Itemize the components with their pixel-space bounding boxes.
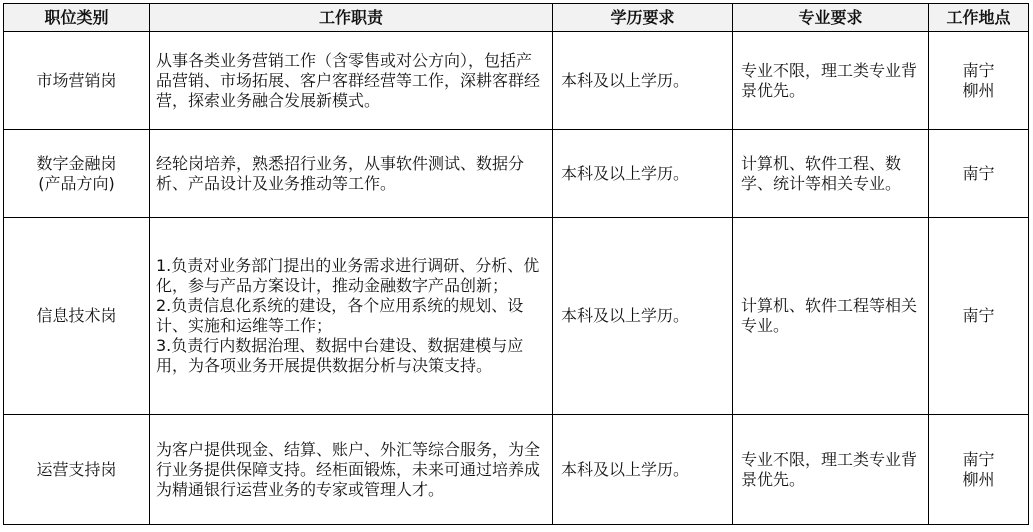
location-text: 柳州 [962, 80, 995, 100]
location-cell [929, 218, 1029, 415]
duty-text: 从事各类业务营销工作（含零售或对公方向），包括产品营销、市场拓展、客户客群经营等工作，深耕客群经营，探索业务融合发展新模式。 [156, 50, 541, 110]
header-education: 学历要求 [553, 4, 733, 32]
location-cell [929, 130, 1029, 218]
major-text: 专业不限，理工类专业背景优先。 [741, 60, 918, 100]
duty-text: 3.负责行内数据治理、数据中台建设、数据建模与应用，为各项业务开展提供数据分析与决策支持。 [156, 336, 524, 375]
location-text: 南宁 [962, 60, 995, 80]
table-row [4, 218, 1029, 415]
duties-cell [150, 32, 553, 130]
major-cell [733, 415, 929, 525]
duties-cell [150, 218, 553, 415]
category-text: 信息技术岗 [36, 306, 117, 325]
location-text: 南宁 [962, 163, 995, 183]
header-category: 职位类别 [4, 4, 150, 32]
header-location: 工作地点 [929, 4, 1029, 32]
location-cell [929, 32, 1029, 130]
education-cell [553, 218, 733, 415]
location-cell [929, 415, 1029, 525]
category-text: 运营支持岗 [36, 459, 117, 479]
duty-text: 经轮岗培养，熟悉招行业务，从事软件测试、数据分析、产品设计及业务推动等工作。 [156, 153, 525, 193]
duty-text: 1.负责对业务部门提出的业务需求进行调研、分析、优化，参与产品方案设计，推动金融数字产品创新； [156, 256, 540, 295]
location-text: 南宁 [962, 306, 995, 325]
category-text: 市场营销岗 [36, 70, 117, 90]
location-text: 南宁 [962, 449, 995, 469]
major-text: 专业不限，理工类专业背景优先。 [741, 449, 918, 489]
duty-text: 为客户提供现金、结算、账户、外汇等综合服务，为全行业务提供保障支持。经柜面锻炼，未来可通过培养成为精通银行运营业务的专家或管理人才。 [156, 439, 541, 499]
category-cell [4, 130, 150, 218]
duty-text: 2.负责信息化系统的建设，各个应用系统的规划、设计、实施和运维等工作； [156, 296, 524, 335]
category-cell [4, 218, 150, 415]
education-text: 本科及以上学历。 [561, 459, 690, 479]
header-major: 专业要求 [733, 4, 929, 32]
major-cell [733, 130, 929, 218]
education-cell [553, 32, 733, 130]
category-subtext: (产品方向) [38, 173, 115, 193]
education-cell [553, 130, 733, 218]
education-text: 本科及以上学历。 [561, 306, 690, 325]
category-text: 数字金融岗 [36, 153, 117, 173]
category-cell [4, 32, 150, 130]
table-header-row [4, 4, 1029, 32]
major-cell [733, 32, 929, 130]
education-text: 本科及以上学历。 [561, 163, 690, 183]
major-text: 计算机、软件工程等相关专业。 [741, 296, 918, 335]
job-requirements-table [3, 3, 1029, 525]
table-row [4, 415, 1029, 525]
category-cell [4, 415, 150, 525]
header-duties: 工作职责 [150, 4, 553, 32]
major-cell [733, 218, 929, 415]
education-cell [553, 415, 733, 525]
table-row [4, 32, 1029, 130]
duties-cell [150, 130, 553, 218]
table-row [4, 130, 1029, 218]
location-text: 柳州 [962, 469, 995, 489]
major-text: 计算机、软件工程、数学、统计等相关专业。 [741, 153, 902, 193]
duties-cell [150, 415, 553, 525]
education-text: 本科及以上学历。 [561, 70, 690, 90]
